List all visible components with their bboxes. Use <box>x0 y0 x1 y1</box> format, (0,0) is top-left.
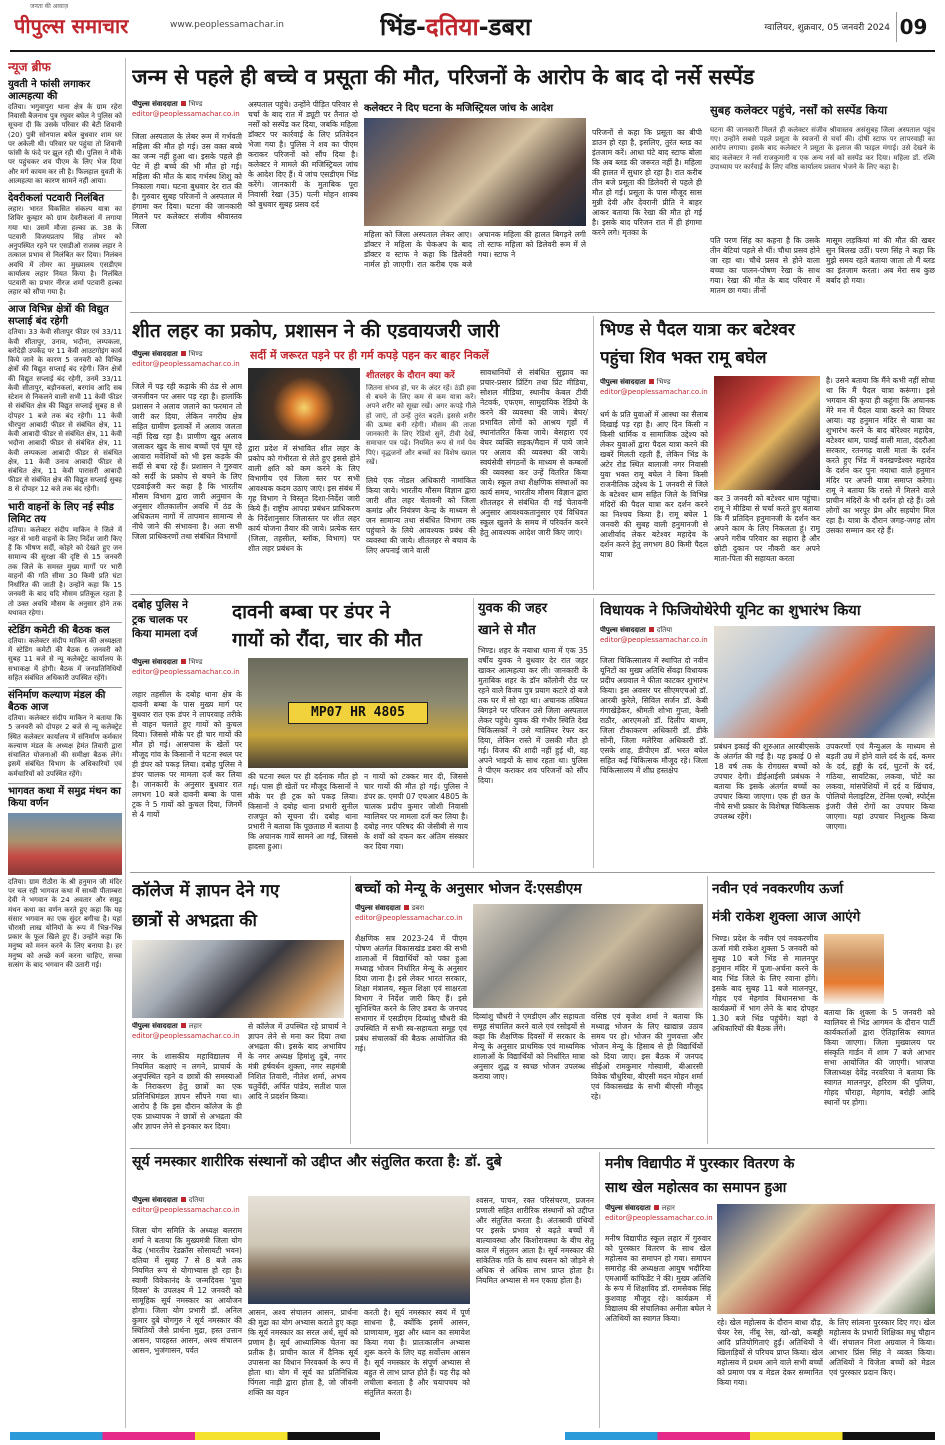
a4-kicker-1: दबोह पुलिस ने <box>132 599 188 611</box>
a8-col3: वसिष्ठ एवं बृजेश शर्मा ने बताया कि मध्याह्न भोजन के लिए खाद्यान्न उठाव समय पर हो। भोजन की गुणवत्ता और भोजन मेन्यू के हिसाब से ही विद्यार्थियों को दिया जाए। इस बैठक में जनपद सीईओ रामकुमार गोस्वामी, बीआरसी विवेक चौधुरिया, बीएसी मदन मोहन शर्मा एवं विकासखंड के सभी बीएसी मौजूद रहे। <box>591 1012 703 1102</box>
a7-reporter: पीपुल्स संवाददाता <box>132 1022 178 1030</box>
a11-byline-marker <box>654 1205 659 1210</box>
a3-byline <box>600 378 708 406</box>
a2-reporter: पीपुल्स संवाददाता <box>132 350 178 358</box>
column-rule <box>473 598 474 868</box>
a3-byline-marker <box>649 379 654 384</box>
brief-1-text: दतिया। भगुवापुरा थाना क्षेत्र के ग्राम रहेरा निवासी बैजनाथ पुत्र रघुवर बघेल ने पुलिस को सूचना दी कि उसके परिवार की बेटी शिवानी (20) पुत्री सोनपाल बघेल बुधवार शाम घर पर अकेली थी। परिवार घर पहुंचा तो शिवानी फांसी के फंदे पर झूल रही थी। पुलिस ने मौके पर पहुंचकर शव पीएम के लिए भेज दिया और मर्ग कायम कर ली है। फिलहाल युवती के आत्महत्या का कारण सामने नहीं आया। <box>8 103 122 185</box>
a1-sub-text: घटना की जानकारी मिलते ही कलेक्टर संजीव श्रीवास्तव असंसुबह जिला अस्पताल पहुंच गए। उन्होंने सबसे पहले प्रसूता के स्वजनों से चर्चा की। दोषी स्टाफ पर लापरवाही का आरोप लगाया। इसके बाद कलेक्टर ने प्रसूता के इलाज की फाइल मंगाई। उसे देखने के बाद कलेक्टर ने नर्स राजकुमारी व एक अन्य नर्स को सस्पेंड कर दिया। महिला डॉ. रश्मि उपाध्याय पर कार्रवाई के लिए वरिष्ठ कार्यालय प्रस्ताव भेजने के लिए कहा है। <box>710 126 935 171</box>
a10-col1: जिला योग समिति के अध्यक्ष बलराम शर्मा ने बताया कि मुख्यमंत्री जिला योग केंद्र (भारतीय रेडक्रॉस सोसायटी भवन) दतिया में सुबह 7 से 8 बजे तक नियमित रूप से योगाभ्यास हो रहा है। स्वामी विवेकानंद के जन्मदिवस 'युवा दिवस' के उपलक्ष्य में 12 जनवरी को सामूहिक सूर्य नमस्कार का आयोजन होगा। जिला योग प्रभारी डॉ. अनिल कुमार दुबे योगगुरु ने सूर्य नमस्कार की स्थितियों जैसे प्रार्थना मुद्रा, हस्त उत्तान आसन, पादहस्त आसन, अश्व संचालन आसन, भुजंगासन, पर्वत <box>132 1226 242 1356</box>
a9-col1: भिण्ड। प्रदेश के नवीन एवं नवकरणीय ऊर्जा मंत्री राकेश शुक्ला 5 जनवरी को सुबह 10 बजे भिंड से मालनपुर हनुमान मंदिर में पूजा-अर्चना करने के बाद भिंड जिले के लिए रवाना होंगे। इसके बाद सुबह 11 बजे मालनपुर, गोहद एवं मेहगांव विधानसभा के कार्यक्रमों में भाग लेने के बाद दोपहर 1.30 बजे भिंड पहुंचेंगे। यहां वे अधिकारियों की बैठक लेंगे। <box>712 934 818 1034</box>
a11-reporter: पीपुल्स संवाददाता <box>605 1204 651 1212</box>
brief-7-title: भागवत कथा में समुद्र मंथन का किया वर्णन <box>8 783 122 810</box>
registration-bar <box>10 1432 935 1440</box>
a4-email[interactable]: editor@peoplessamachar.co.in <box>132 667 240 676</box>
a3-headline-1[interactable]: भिण्ड से पैदल यात्रा कर बटेश्वर <box>600 320 795 340</box>
a11-place: लहार <box>661 1204 675 1212</box>
section-title-3: -डबरा <box>478 13 532 41</box>
a1-place: भिण्ड <box>188 100 203 108</box>
rule <box>130 1148 935 1149</box>
a2-box: जितना संभव हो, घर के अंदर रहें। ठंडी हवा से बचने के लिए कम से कम यात्रा करें। अपने शरीर को सूखा रखें। अगर कपड़े गीले हो जाएं, तो उन्हें तुरंत बदलें। इससे शरीर की ऊष्मा बनी रहेगी। मौसम की ताजा जानकारी के लिए रेडियो सुनें, टीवी देखें, समाचार पत्र पढ़ें। नियमित रूप से गर्म पेय पिएं। वृद्धजनों और बच्चों का विशेष ख्याल रखें। <box>366 384 476 466</box>
a4-photo <box>248 658 468 768</box>
a9-photo <box>824 934 884 1004</box>
a2-col2: द्वारा प्रदेश में संभावित शीत लहर के प्रकोप को गंभीरता से लेते हुए इससे होने वाली क्षति को कम करने के लिए विभागीय एवं जिला स्तर पर सभी आवश्यक कदम उठाए जाएं। इस संबंध में गृह विभाग ने विस्तृत दिशा-निर्देश जारी किये हैं। राष्ट्रीय आपदा प्रबंधन प्राधिकरण के निर्देशानुसार जिलास्तर पर शीत लहर कार्य योजना तैयार की जाये। प्रत्येक स्तर (जिला, तहसील, ब्लॉक, विभाग) पर शीत लहर प्रबंधन के <box>248 444 360 554</box>
logo[interactable]: पीपुल्स समाचार <box>14 14 129 38</box>
a10-reporter: पीपुल्स संवाददाता <box>132 1196 178 1204</box>
a2-col3: लिये एक नोडल अधिकारी नामांकित किया जाये। भारतीय मौसम विज्ञान द्वारा जारी शीत लहर चेतावनी को जिला कमांड और नियंत्रण केन्द्र के माध्यम से जन सामान्य तथा संबंधित विभाग तक पहुंचाने के लिये आवश्यक प्रबंध की व्यवस्था की जाये। शीतलहर से बचाव के लिए अपनाई जाने वाली <box>366 476 476 556</box>
a4-place: भिण्ड <box>188 658 203 666</box>
a8-col2: दिव्यांशु चौधरी ने एमडीएम और सहायता समूह संचालित करने वाले एवं रसोइयों से कहा कि शैक्षणिक दिवसों में सरकार के मेन्यू के अनुसार प्राथमिक एवं माध्यमिक शालाओं के विद्यार्थियों को निर्धारित मात्रा अनुसार शुद्ध व स्वच्छ भोजन उपलब्ध कराया जाए। <box>473 1012 585 1082</box>
a4-kicker-3: किया मामला दर्ज <box>132 628 198 641</box>
a7-photo <box>132 940 344 1018</box>
a7-headline-2[interactable]: छात्रों से अभद्रता की <box>132 911 257 931</box>
a4-col2: की घटना स्थल पर ही दर्दनाक मौत हो गई। पास ही खेतों पर मौजूद किसानों ने मौके पर ही ट्रक को पकड़ लिया। किसानों ने दबोह थाना प्रभारी सुनील राजपूत को सूचना दी। दबोह थाना प्रभारी ने बताया कि पूछताछ में बताया है कि अचानक गायें सामने आ गईं, जिससे हादसा हुआ। <box>248 772 358 852</box>
masthead-rule <box>10 50 935 52</box>
a8-photo <box>473 904 703 1008</box>
a1-email[interactable]: editor@peoplessamachar.co.in <box>132 109 240 118</box>
a10-place: दतिया <box>188 1196 205 1204</box>
a7-col1: नगर के शासकीय महाविद्यालय में नियमित कक्षाएं न लगने, प्राचार्य के अनुपस्थित रहने व छात्रों की समस्याओं के निराकरण हेतु छात्रों का एक प्रतिनिधिमंडल ज्ञापन सौंपने गया था। आरोप है कि इस दौरान कॉलेज के ही एक प्राध्यापक ने छात्रों से अभद्रता की और ज्ञापन लेने से इनकार कर दिया। <box>132 1052 242 1132</box>
a2-email[interactable]: editor@peoplessamachar.co.in <box>132 359 240 368</box>
a7-place: लहार <box>188 1022 202 1030</box>
a6-headline[interactable]: विधायक ने फिजियोथेरेपी यूनिट का शुभारंभ किया <box>600 602 861 619</box>
a10-email[interactable]: editor@peoplessamachar.co.in <box>132 1205 240 1214</box>
a7-headline-1[interactable]: कॉलेज में ज्ञापन देने गए <box>132 881 280 901</box>
a9-headline-1[interactable]: नवीन एवं नवकरणीय ऊर्जा <box>712 881 844 897</box>
a3-headline-2[interactable]: पहुंचा शिव भक्त रामू बघेल <box>600 348 767 368</box>
a4-number-plate: MP07 HR 4805 <box>288 702 428 724</box>
a4-reporter: पीपुल्स संवाददाता <box>132 658 178 666</box>
a11-headline-2[interactable]: साथ खेल महोत्सव का समापन हुआ <box>605 1180 787 1196</box>
a4-col3: न गायों को टक्कर मार दी, जिससे चार गायों की मौत हो गई। पुलिस ने डंपर क्र. एमपी 07 एचआर 4805 के चालक प्रदीप कुमार जोशी निवासी ग्वालियर पर मामला दर्ज कर लिया है। दबोह नगर परिषद की जेसीबी से गाय के शवों को दफन कर अंतिम संस्कार कर दिया गया। <box>364 772 468 852</box>
rule <box>130 872 935 873</box>
a1-col3: महिला को जिला अस्पताल लेकर आए। डॉक्टर ने महिला के चेकअप के बाद डॉक्टर व स्टाफ ने कहा कि डिलेवरी नार्मल हो जाएगी। रात करीब एक बजे अचानक महिला की हालत बिगड़ने लगी तो स्टाफ महिला को डिलेवरी रूम में ले गया। स्टाफ ने <box>364 230 586 270</box>
a2-col4: सावधानियों से संबंधित सुझाव का प्रचार-प्रसार प्रिंटिंग तथा प्रिंट मीडिया, सोशल मीडिया, स्थानीय केबल टीवी नेटवर्क, एफएम, सामुदायिक रेडियो के करने की व्यवस्था की जाये। बेघर/प्रभावित लोगों को आश्रय गृहों में स्थानांतरित किया जाये। बेसहारा एवं बेघर व्यक्ति सड़क/मैदान में पाये जाने पर अलाव की व्यवस्था की जाये। स्वयंसेवी संगठनों के माध्यम से कम्बलों की व्यवस्था कर उन्हें वितरित किया जाये। स्कूल तथा शैक्षणिक संस्थाओं का कार्य समय, भारतीय मौसम विज्ञान द्वारा शीतलहर से संबंधित दी गई चेतावनी अनुसार आवश्यकतानुसार एवं विधिवत स्कूल खुलने के समय में परिवर्तन करने हेतु आवश्यक आदेश जारी किए जाएं। <box>480 368 588 538</box>
a6-photo <box>714 626 935 738</box>
a8-col1: शैक्षणिक सत्र 2023-24 में पीएम पोषण अंतर्गत विकासखंड डबरा की सभी शालाओं में विद्यार्थियों को पका हुआ मध्याह्न भोजन निर्धारित मेन्यू के अनुसार दिया जाना है। इसे लेकर भारत सरकार, शिक्षा मंत्रालय, स्कूल शिक्षा एवं साक्षरता विभाग ने निर्देश जारी किए हैं। इसे सुनिश्चित करने के लिए डबरा के जनपद सभागार में एसडीएम दिव्यांशु चौधरी की उपस्थिति में सभी स्व-सहायता समूह एवं प्रबंध संचालकों की बैठक आयोजित की गई। <box>355 934 467 1054</box>
brief-label: न्यूज ब्रीफ <box>8 60 51 74</box>
a8-byline-marker <box>404 905 409 910</box>
a7-col2: से कॉलेज में उपस्थित रहे प्राचार्य ने ज्ञापन लेने से मना कर दिया तथा अभद्रता की। इसके बाद अभाविप के नगर अध्यक्ष हिमांशु दुबे, नगर मंत्री हर्षवर्धन शुक्ला, नगर सहमंत्री निशित तिवारी, नीतेश शर्मा, अभय चतुर्वेदी, अर्पित पांडेय, सतीश पाल आदि ने प्रदर्शन किया। <box>248 1022 346 1102</box>
brief-4-text: दतिया। कलेक्टर संदीप माकिन ने जिले में नहर से भारी वाहनों के लिए निर्देश जारी किए हैं कि भीषण सर्दी, कोहरे को देखते हुए जन सामान्य की सुरक्षा की दृष्टि से 15 जनवरी तक जिले के समस्त मुख्य मार्गों पर भारी वाहनों की गति सीमा 30 किमी प्रति घंटा निर्धारित की जाती है। उन्होंने कहा कि 15 जनवरी के बाद यदि मौसम प्रतिकूल रहता है तो उक्त अवधि मौसम के अनुसार होने तक यथावत रहेगा। <box>8 525 122 617</box>
brief-4-title: भारी वाहनों के लिए नई स्पीड लिमिट तय <box>8 499 122 526</box>
a10-col3: करती है। सूर्य नमस्कार स्वयं में पूर्ण साधना है, क्योंकि इसमें आसन, प्राणायाम, मुद्रा और ध्यान का समावेश किया गया है। प्रातःकालीन अभ्यास शुरू करने के लिए यह सर्वोत्तम आसन है। सूर्य नमस्कार के संपूर्ण अभ्यास से बहुत से लाभ प्राप्त होते हैं। यह रीढ़ को लचीला बनाता है और चयापचय को संतुलित करता है। <box>364 1308 470 1398</box>
a4-kicker <box>132 598 228 648</box>
a3-col1: धर्म के प्रति युवाओं में आस्था का सैलाब दिखाई पड़ रहा है। आए दिन किसी न किसी धार्मिक व सामाजिक उद्देश्य को लेकर युवाओं द्वारा पैदल यात्रा करने की खबरें मिलती रहती हैं, लेकिन भिंड के अटेर रोड स्थित बालाजी नगर निवासी युवा भक्त रामू बघेल ने बिना किसी राजनीतिक उद्देश्य के 1 जनवरी से जिले के बटेश्वर धाम सहित जिले के विभिन्न मंदिरों की पैदल यात्रा कर दर्शन करने का निश्चय किया है। रामू बघेल 1 जनवरी की सुबह वाली हनुमानजी से आशीर्वाद लेकर बटेश्वर महादेव के दर्शन करने हेतु लगभग 80 किमी पैदल यात्रा <box>600 410 708 560</box>
a11-email[interactable]: editor@peoplessamachar.co.in <box>605 1213 713 1222</box>
a11-col2: रहे। खेल महोत्सव के दौरान बाधा दौड़, चेयर रेस, नींबू रेस, खो-खो, कबड्डी आदि प्रतियोगिताएं हुईं। अतिथियों ने खिलाड़ियों से परिचय प्राप्त किया। खेल महोत्सव में प्रथम आने वाले सभी बच्चों को प्रमाण पत्र व मेडल देकर सम्मानित किया गया। <box>717 1318 823 1388</box>
column-rule <box>707 876 708 1144</box>
page-number: 09 <box>896 12 930 42</box>
a8-email[interactable]: editor@peoplessamachar.co.in <box>355 913 463 922</box>
column-rule <box>599 1152 600 1428</box>
brief-3-text: दतिया। 33 केवी सीतापुर फीडर एवं 33/11 केवी सीतापुर, उनाव, भदौना, लम्पकला, बरोदेड़ी उपकेंद्र पर 11 केवी आउटगोइंग कार्य किये जाने के कारण 5 जनवरी को विभिन्न क्षेत्रों की विद्युत सप्लाई बंद रहेगी। जिन क्षेत्रों की विद्युत सप्लाई बंद रहेगी, उनमें 33/11 केवी सीतापुर, बड़ौनकलां, बरगांव आदि सब स्टेशन से निकलने वाली सभी 11 केवी फीडर से संबंधित क्षेत्र की विद्युत सप्लाई सुबह 8 से दोपहर 1 बजे तक बंद रहेगी। 11 केवी धीरपुरा आबादी फीडर से संबंधित क्षेत्र, 11 केवी आबादी फीडर से संबंधित क्षेत्र, 11 केवी भदौना आबादी फीडर से संबंधित क्षेत्र, 11 केवी लम्पकला आबादी फीडर से संबंधित क्षेत्र, 11 केवी उनाव आबादी फीडर से संबंधित क्षेत्र, 11 केवी पारासरी आबादी फीडर से संबंधित क्षेत्र की विद्युत सप्लाई सुबह 8 से दोपहर 12 बजे तक बंद रहेगी। <box>8 328 122 494</box>
a10-col4: श्वसन, पाचन, रक्त परिसंचरण, प्रजनन प्रणाली सहित शारीरिक संस्थानों को उद्दीप्त और संतुलित करता है। अंतःस्रावी ग्रंथियों पर इसके प्रभाव से बढ़ते बच्चों में बाल्यावस्था और किशोरावस्था के बीच सेतु काल में संतुलन आता है। सूर्य नमस्कार की सांकेतिक गति के साथ स्वसन को जोड़ने से अधिक से अधिक लाभ प्राप्त होता है। नियमित अभ्यास से मन एकाग्र होता है। <box>476 1196 594 1286</box>
a10-photo <box>248 1196 470 1304</box>
brief-1-title: युवती ने फांसी लगाकर आत्महत्या की <box>8 79 91 102</box>
column-rule <box>350 876 351 1144</box>
rule <box>130 312 935 313</box>
a11-photo <box>717 1204 935 1314</box>
a2-box-title: शीतलहर के दौरान क्या करें <box>366 371 455 381</box>
a4-col1: लहार तहसील के दबोह थाना क्षेत्र के दावनी बम्बा के पास मुख्य मार्ग पर बुधवार रात एक डंपर ने लापरवाह तरीके से वाहन चलाते हुए गायों को कुचल दिया। जिससे मौके पर ही चार गायों की मौत हो गई। आसपास के खेतों पर मौजूद गांव के किसानों ने घटना स्थल पर ही डंपर को पकड़ लिया। दबोह पुलिस ने डंपर चालक पर मामला दर्ज कर लिया है। जानकारी के अनुसार बुधवार रात लगभग 10 बजे दावनी बम्बा के पास ट्रक ने 5 गायों को कुचल दिया, जिनमें से 4 गायों <box>132 690 242 820</box>
a1-photo-caption: कलेक्टर ने दिए घटना के मजिस्ट्रियल जांच के आदेश <box>364 103 554 114</box>
a2-subheadline: सर्दी में जरूरत पड़ने पर ही गर्म कपड़े पहन कर बाहर निकलें <box>250 349 489 362</box>
column-rule <box>593 598 594 868</box>
brief-2-text: लहार। भारत विकसित संकल्प यात्रा का शिविर कुम्हार को ग्राम देवरीकलां में लगाया गया था। उसमें मौजा हल्का क्र. 38 के पटवारी विजयप्रताप सिंह तोमर को अनुपस्थित रहने पर एसडीओ राजस्व लहार ने तत्काल प्रभाव से निलंबित कर दिया। निलंबन अवधि में तोमर का मुख्यालय एसडीएम कार्यालय लहार नियत किया है। निलंबित पटवारी का प्रभार नीरज शर्मा पटवारी हल्का लहार को सौंपा गया है। <box>8 205 122 297</box>
a10-byline-marker <box>181 1197 186 1202</box>
a9-headline-2[interactable]: मंत्री राकेश शुक्ला आज आएंगे <box>712 909 861 925</box>
a6-col3: उपकरणों एवं मैन्युअल के माध्यम से बड़ती उम्र में होने वाले दर्द के दर्द, कमर के दर्द, हड्डी के दर्द, घुटनों के दर्द, गठिया, सायटिका, लकवा, चोटें का लकवा, मांसपेशियों में दर्द व खिंचाव, पोलियो मेलाइटिस, टेनिस एल्बो, स्पोर्ट्स इंजरी जैसे रोगों का उपचार किया जाएगा। यहां उपचार निशुल्क किया जाएगा। <box>826 742 935 832</box>
a10-byline <box>132 1196 242 1222</box>
a9-col2: बताया कि शुक्ला के 5 जनवरी को ग्वालियर से भिंड आगमन के दौरान पार्टी कार्यकर्ताओं द्वारा ऐतिहासिक स्वागत किया जाएगा। जिला मुख्यालय पर संस्कृति गार्डन में शाम 7 बजे आभार सभा आयोजित की जाएगी। भाजपा जिलाध्यक्ष देवेंद्र नरवरिया ने बताया कि स्वागत मालनपुर, हरिराम की पुलिया, गोहद चौराहा, मेहगांव, बरोही आदि स्थानों पर होगा। <box>824 1008 935 1108</box>
a4-headline-1[interactable]: दावनी बम्बा पर डंपर ने <box>232 601 391 623</box>
a8-headline[interactable]: बच्चों को मेन्यू के अनुसार भोजन दें:एसडीएम <box>355 881 582 897</box>
a2-col1: जिले में पड़ रही कड़ाके की ठंड से आम जनजीवन पर असर पड़ रहा है। हालांकि प्रशासन ने अलाव जलाने का फरमान तो जारी कर दिया, लेकिन नगरीय क्षेत्र सहित ग्रामीण इलाकों में अलाव जलता नहीं दिख रहा है। प्राणीण खुद अलाव जलाकर खुद के साथ बच्चों एवं घूम रहे आवारा मवेशियों को भी इस कड़के की सर्दी से बचा रहे हैं। प्रशासन ने गुरुवार को सर्दी के प्रकोप से बचने के लिए एडवाईजरी कर कहा है कि भारतीय मौसम विभाग द्वारा जारी अनुमान के अनुसार शीतकालीन अवधि में ठंड के अधिकतम नागों में तापमान सामान्य से नीचे जाने की संभावना है। अतः सभी जिला प्राधिकरणों तथा संबंधित विभागों <box>132 382 242 542</box>
a8-reporter: पीपुल्स संवाददाता <box>355 904 401 912</box>
a6-col1: जिला चिकित्सालय में स्थापित दो नवीन यूनिटों का मुख्य अतिथि सेंवढ़ा विधायक प्रदीप अग्रवाल ने फीता काटकर शुभारंभ किया। इस अवसर पर सीएमएचओ डॉ. आरबी कुरेले, सिविल सर्जन डॉ. केबी गंगाखेड़ेकर, श्रीमती शोभा गुप्ता, केसी राठौर, आरएमओ डॉ. दिलीप बाथम, जिला टीकाकरण अधिकारी डॉ. डीके सोनी, जिला मलेरिया अधिकारी डॉ. एसके शाह, डीपीएम डॉ. भरत बघेल सहित कई चिकित्सक मौजूद रहे। जिला चिकित्सालय में शीघ्र हस्तक्षेप <box>600 656 708 776</box>
a3-col3: है। उसने बताया कि मैंने कभी नहीं सोचा था कि मैं पैदल यात्रा करूंगा। इसे भगवान की कृपा ही कहूंगा कि अचानक मेरे मन में पैदल यात्रा करने का विचार आया। वह हनुमान मंदिर से यात्रा का शुभारंभ करने के बाद बोरेश्वर महादेव, बटेश्वर धाम, पावई वाली माता, दंदरौआ सरकार, रतनगढ़ वाली माता के दर्शन करते हुए भिंड में वनखण्डेश्वर महादेव के दर्शन कर पुनः नयाधा वाले हनुमान मंदिर पर अपनी यात्रा समाप्त करेगा। रामू ने बताया कि रास्ते में मिलने वाले प्राचीन मंदिरों के भी दर्शन हो रहे हैं। उसे लोगों का भरपूर प्रेम और सहयोग मिल रहा है। यात्रा के दौरान जगह-जगह लोग उसका सम्मान कर रहे हैं। <box>826 376 935 536</box>
a1-headline[interactable]: जन्म से पहले ही बच्चे व प्रसूता की मौत, परिजनों के आरोप के बाद दो नर्से सस्पेंड <box>132 64 755 89</box>
a4-headline-2[interactable]: गायों को रौंदा, चार की मौत <box>232 629 422 651</box>
a2-byline-marker <box>181 351 186 356</box>
a10-headline[interactable]: सूर्य नमस्कार शारीरिक संस्थानों को उद्दीप्त और संतुलित करता है: डॉ. दुबे <box>132 1154 502 1170</box>
site-url[interactable]: www.peoplessamachar.in <box>170 20 284 30</box>
brief-3-title: आज विभिन्न क्षेत्रों की विद्युत सप्लाई बंद रहेगी <box>8 301 122 328</box>
news-brief-column <box>8 58 122 1428</box>
a2-place: भिण्ड <box>188 350 203 358</box>
a7-email[interactable]: editor@peoplessamachar.co.in <box>132 1031 240 1040</box>
rule <box>130 594 935 595</box>
a2-byline <box>132 350 242 378</box>
a1-sub-col2: मासूम लड़कियां मां की मौत की खबर सुन बिलख उठीं। परण सिंह ने कहा कि मुझे समय रहते बताया जाता तो मैं ब्लड का इंतजाम करता। अब मेरा सब कुछ बर्बाद हो गया। <box>826 236 935 286</box>
logo-tagline: जनता की आवाज़ <box>30 3 69 10</box>
a3-reporter: पीपुल्स संवाददाता <box>600 378 646 386</box>
brief-2-title: देवरीकलां पटवारी निलंबित <box>8 190 122 205</box>
section-title-2: दतिया <box>425 13 479 41</box>
a1-sub-headline: सुबह कलेक्टर पहुंचे, नर्सों को सस्पेंड किया <box>710 104 888 117</box>
brief-7-photo <box>8 813 122 875</box>
a5-headline-2[interactable]: खाने से मौत <box>478 623 536 638</box>
a7-byline <box>132 1022 240 1048</box>
a11-col3: के लिए सांत्वना पुरस्कार दिए गए। खेल महोत्सव के प्रभारी शिक्षिका मधु चौहान थीं। संचालन निशा अग्रवाल ने किया। आभार प्रिंस सिंह ने व्यक्त किया। अतिथियों ने विजेता बच्चों को मेडल एवं पुरस्कार प्रदान किए। <box>829 1318 935 1378</box>
a1-byline <box>132 100 242 128</box>
masthead <box>0 0 945 56</box>
a8-byline <box>355 904 485 930</box>
a3-photo <box>714 376 820 490</box>
a2-headline[interactable]: शीत लहर का प्रकोप, प्रशासन ने की एडवायजरी जारी <box>132 320 500 342</box>
brief-5-title: स्टेडिंग कमेटी की बैठक कल <box>8 622 122 637</box>
a3-place: भिण्ड <box>656 378 671 386</box>
a6-place: दतिया <box>656 626 673 634</box>
a5-headline-1[interactable]: युवक की जहर <box>478 601 548 616</box>
a4-kicker-2: ट्रक चालक पर <box>132 613 188 626</box>
a6-col2: प्रबंधन इकाई की शुरुआत आरबीएसके के अंतर्गत की गई है। यह इकाई 0 से 18 वर्ष तक के रोगग्रस्त बच्चों को उपचार देगी। डीईआईसी प्रबंधक ने बताया कि इसके अंतर्गत बच्चों का उपचार किया जाएगा। एक ही छत के नीचे सभी प्रकार के विशेषज्ञ चिकित्सक उपलब्ध रहेंगे। <box>714 742 820 822</box>
a6-reporter: पीपुल्स संवाददाता <box>600 626 646 634</box>
column-rule <box>593 316 594 590</box>
a3-col2: कर 3 जनवरी को बटेश्वर धाम पहुंचा। रामू ने मीडिया से चर्चा करते हुए बताया कि मैं प्रतिदिन हनुमानजी के दर्शन कर अपने काम के लिए निकलता हूं। रामू अपने गरीब परिवार का सहारा है और छोटी दुकान पर नौकरी कर अपने माता-पिता की सहायता करता <box>714 494 820 564</box>
a5-text: भिण्ड। शहर के नयाधा थाना में एक 35 वर्षीय युवक ने बुधवार देर रात जहर खाकर आत्महत्या कर ली। जानकारी के मुताबिक शहर के डॉन कॉलोनी रोड पर रहने वाले विजय पुत्र प्रयाग कटारे दो बजे तक घर में सो रहा था। अचानक तबियत बिगड़ने पर परिजन उसे जिला अस्पताल लेकर पहुंचे। युवक की गंभीर स्थिति देख चिकित्सकों ने उसे ग्वालियर रेफर कर दिया, लेकिन रास्ते में उसकी मौत हो गई। विजय की शादी नहीं हुई थी, वह अपने भाइयों के साथ रहता था। पुलिस ने पीएम कराकर शव परिजनों को सौंप दिया। <box>478 646 588 786</box>
brief-6-title: संनिर्माण कल्याण मंडल की बैठक आज <box>8 687 122 714</box>
a6-email[interactable]: editor@peoplessamachar.co.in <box>600 635 708 644</box>
section-title <box>380 10 620 44</box>
a8-place: डबरा <box>411 904 425 912</box>
a1-byline-marker <box>181 101 186 106</box>
a7-byline-marker <box>181 1023 186 1028</box>
a2-photo <box>248 368 360 440</box>
a1-sub-col1: पति परण सिंह का कहना है कि उसके तीन बेटियां पहले से थीं। चौथा प्रसव होने जा रहा था। चौथे प्रसव से होने वाला बच्चा का पालन-पोषण रेखा के साथ गया। रेखा की मौत के बाद परिवार में मातम छा गया। तीनों <box>710 236 820 296</box>
a1-col1: जिला अस्पताल के लेबर रूम में गर्भवती महिला की मौत हो गई। उस वक्त बच्चे का जन्म नहीं हुआ था। इसके पहले ही पेट में ही बच्चे की भी मौत हो गई। महिला की मौत के बाद गर्भस्थ शिशु को निकाला गया। घटना बुधवार देर रात की है। गुरुवार सुबह परिजनों ने अस्पताल में हंगामा कर दिया। घटना की जानकारी मिलने पर कलेक्टर संजीव श्रीवास्तव जिला <box>132 132 242 232</box>
brief-5-text: दतिया। कलेक्टर संदीप माकिन की अध्यक्षता में स्टेडिंग कमेटी की बैठक 6 जनवरी को सुबह 11 बजे से न्यू कलेक्ट्रेट कार्यालय के सभाकक्ष में होगी। बैठक में जनप्रतिनिधियों सहित संबंधित अधिकारी उपस्थित रहेंगे। <box>8 637 122 682</box>
column-rule <box>125 58 126 1428</box>
a11-headline-1[interactable]: मनीष विद्यापीठ में पुरस्कार वितरण के <box>605 1156 795 1172</box>
a11-col1: मनीष विद्यापीठ स्कूल लहार में गुरुवार को पुरस्कार वितरण के साथ खेल महोत्सव का समापन हो गया। समापन समारोह की अध्यक्षता आयुष भदौरिया एमआर्मी कांफिडेंट ने की। मुख्य अतिथि के रूप में शिक्षाविद डॉ. रामसेवक सिंह कुशवाह मौजूद रहे। कार्यक्रम में विद्यालय की संचालिका अनीता बघेल ने अतिथियों का स्वागत किया। <box>605 1234 711 1324</box>
a3-email[interactable]: editor@peoplessamachar.co.in <box>600 387 708 396</box>
a6-byline-marker <box>649 627 654 632</box>
issue-date: ग्वालियर, शुक्रवार, 05 जनवरी 2024 <box>764 23 890 33</box>
a4-byline-marker <box>181 659 186 664</box>
a1-photo <box>364 118 586 226</box>
brief-6-text: दतिया। कलेक्टर संदीप माकिन ने बताया कि 5 जनवरी को दोपहर 2 बजे से न्यू कलेक्ट्रेट स्थित कलेक्टर कार्यालय में संनिर्माण कर्मकार कल्याण मंडल के अध्यक्ष हेमंत तिवारी द्वारा संचालित योजनाओं की समीक्षा बैठक लेंगे। इसमें संबंधित विभाग के अधिकारियों एवं कर्मचारियों को उपस्थित रहेंगे। <box>8 714 122 778</box>
a1-col4: परिजनों से कहा कि प्रसूता का बीपी डाउन हो रहा है, इसलिए, तुरंत ब्लड का इंतजाम करें। आधा घंटे बाद स्टाफ बोला कि अब ब्लड की जरूरत नहीं है। महिला की हालत में सुधार हो रहा है। रात करीब तीन बजे प्रसूता की डिलेवरी से पहले ही मौत हो गई। प्रसूता के पास मौजूद सास मुन्नी देवी और देवरानी प्रीति ने बाहर आकर बताया कि रेखा की मौत हो गई है। इसके बाद परिजन रात में ही हंगामा करने लगे। मृतका के <box>592 128 702 238</box>
a1-col2: अस्पताल पहुंचे। उन्होंने पीड़ित परिवार से चर्चा के बाद रात में ड्यूटी पर तैनात दो नर्सों को सस्पेंड कर दिया, जबकि महिला डॉक्टर पर कार्रवाई के लिए प्रतिवेदन भेजा गया है। पुलिस ने शव का पीएम कराकर परिजनों को सौंप दिया है। कलेक्टर ने मामले की मजिस्ट्रियल जांच के आदेश दिए हैं। ये जांच एसडीएम भिंड करेंगे। जानकारी के मुताबिक पूरा निवासी रेखा (35) पत्नी मोहन शाक्य को बुधवार सुबह प्रसव दर्द <box>248 100 358 210</box>
section-title-1: भिंड- <box>380 13 426 41</box>
brief-7-text: दतिया। ग्राम रीठौरा के श्री हनुमान जी मंदिर पर चल रही भागवत कथा में साध्वी पीताम्बरा देवी ने भगवान के 24 अवतार और समुद्र मंथन कथा का वर्णन करते हुए कहा कि यह संसार भगवान का एक सुंदर बगीचा है। यहां चौरासी लाख योनियों के रूप में भिन्न-भिन्न प्रकार के फूल खिले हुए हैं। उन्होंने कहा कि मनुष्य को मनन करने के लिए बनाया है। हर मनुष्य को अच्छे कर्म करना चाहिए, सच्चा सत्संग के बाद भगवान की उतारी गई। <box>8 877 122 969</box>
a1-reporter: पीपुल्स संवाददाता <box>132 100 178 108</box>
a4-byline <box>132 658 240 686</box>
a10-col2: आसन, अश्व संचालन आसन, प्रार्थना की मुद्रा का योग अभ्यास कराते हुए कहा कि सूर्य नमस्कार का सरल अर्थ, सूर्य को प्रणाम है। सूर्य आध्यात्मिक चेतना का प्रतीक है। प्राचीन काल में दैनिक सूर्य उपासना का विधान निरवकर्म के रूप में होता था। योग में सूर्य का प्रतिनिधित्व पिंगला नाड़ी द्वारा होता है, जो जीवनी शक्ति का वहन <box>248 1308 358 1398</box>
